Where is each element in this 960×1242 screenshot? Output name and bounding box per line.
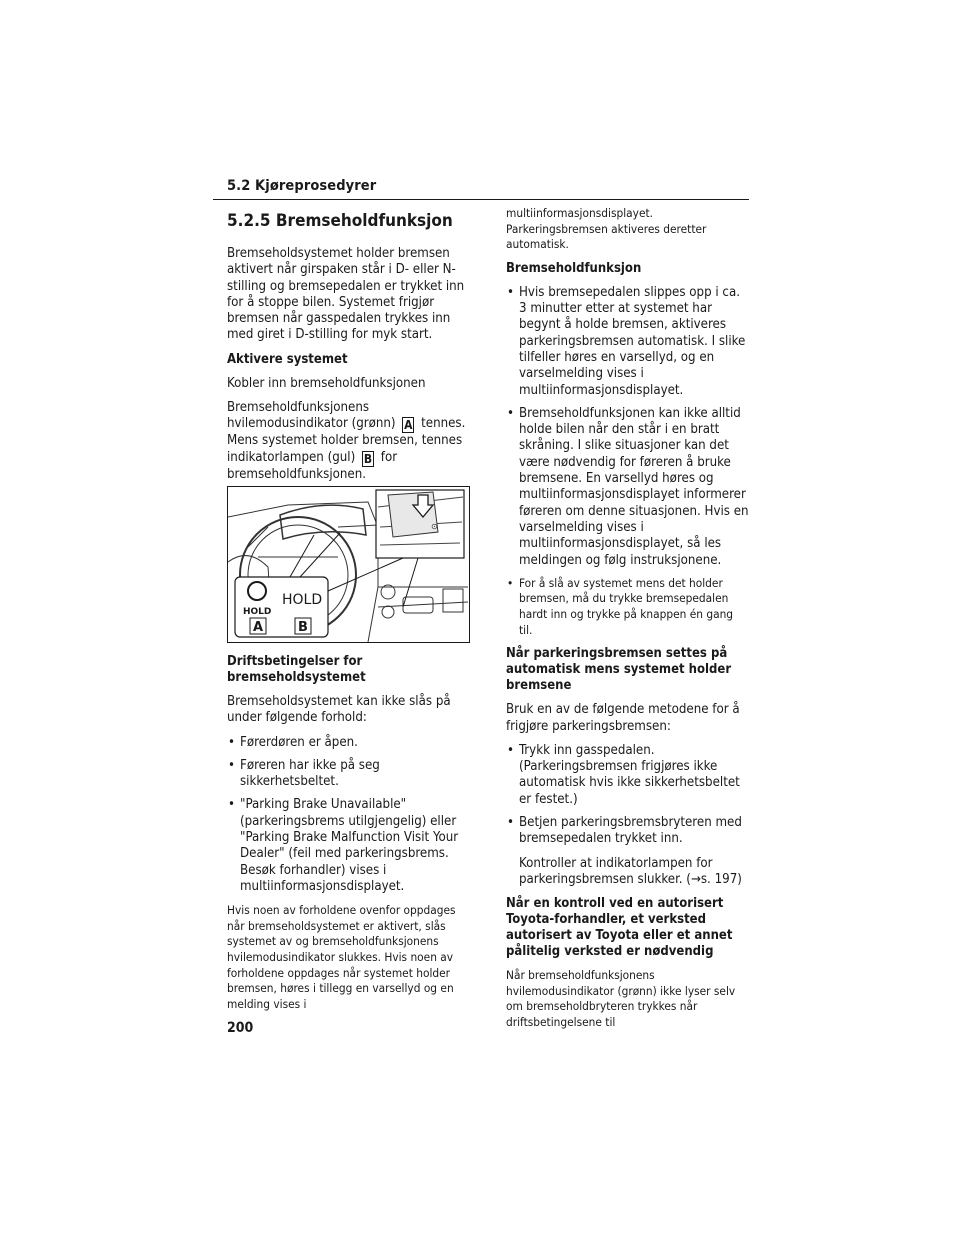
function-heading: Bremseholdfunksjon (506, 260, 642, 276)
figure-label-a: A (253, 620, 264, 635)
activate-heading: Aktivere systemet (227, 351, 348, 367)
page-title: 5.2.5 Bremseholdfunksjon (227, 211, 453, 231)
list-item: • Førerdøren er åpen. (227, 735, 473, 751)
marker-a: A (404, 418, 413, 433)
indicator-text-1: Bremseholdfunksjonens hvilemodusindikator (grønn) (227, 400, 396, 432)
note-paragraph: Hvis noen av forholdene ovenfor oppdages når bremseholdsystemet er aktivert, slås systemet av og bremseholdfunksjonens hvilemodusindikator slukkes. Hvis noen av forholdene oppdages når systemet holder bremsen, høres i tillegg en varsellyd og en melding vises i (227, 903, 456, 1011)
conditions-heading: Driftsbetingelser for bremseholdsystemet (227, 654, 366, 685)
page-number: 200 (227, 1020, 254, 1036)
parking-list (506, 743, 749, 848)
hold-label-small: HOLD (243, 607, 272, 617)
svg-text:⊙: ⊙ (431, 522, 438, 531)
figure-label-b: B (298, 620, 308, 635)
inset-hold-indicator (235, 577, 328, 637)
left-column (227, 206, 473, 491)
conditions-list (227, 735, 473, 896)
list-item: • For å slå av systemet mens det holder bremsen, må du trykke bremsepedalen hardt inn og trykke på knappen én gang til. (506, 576, 749, 638)
section-header: 5.2 Kjøreprosedyrer (227, 178, 377, 194)
parking-intro: Bruk en av de følgende metodene for å frigjøre parkeringsbremsen: (506, 702, 740, 734)
brake-hold-figure (227, 486, 470, 643)
left-column-lower (227, 654, 473, 1020)
indicator-text-2: tennes. Mens systemet holder bremsen, tennes indikatorlampen (gul) (227, 416, 466, 465)
parking-heading: Når parkeringsbremsen settes på automatisk mens systemet holder bremsene (506, 646, 732, 694)
dealer-heading: Når en kontroll ved en autorisert Toyota-forhandler, et verksted autorisert av Toyota eller et annet pålitelig verksted er nødvendig (506, 896, 733, 960)
activate-text: Kobler inn bremseholdfunksjonen (227, 375, 426, 391)
parking-check-text: Kontroller at indikatorlampen for parkeringsbremsen slukker. (→s. 197) (519, 855, 742, 887)
note-continuation: multiinformasjonsdisplayet. Parkeringsbremsen aktiveres deretter automatisk. (506, 206, 707, 252)
dashboard-illustration (228, 487, 469, 642)
list-item: • Betjen parkeringsbremsbryteren med bremsepedalen trykket inn. (506, 815, 749, 848)
indicator-paragraph (227, 400, 473, 483)
indicator-text-3: for bremseholdfunksjonen. (227, 449, 398, 482)
hold-label-large: HOLD (282, 592, 323, 608)
list-item: • Føreren har ikke på seg sikkerhetsbeltet. (227, 758, 473, 791)
list-item: • "Parking Brake Unavailable" (parkeringsbrems utilgjengelig) eller "Parking Brake Malfunction Visit Your Dealer" (feil med parkeringsbrems. Besøk forhandler) vises i multiinformasjonsdisplayet. (227, 797, 473, 895)
marker-b: B (363, 451, 373, 466)
inset-hold-switch (376, 490, 464, 558)
list-item: • Hvis bremsepedalen slippes opp i ca. 3 minutter etter at systemet har begynt å holde bremsen, aktiveres parkeringsbremsen automatisk. I slike tilfeller høres en varsellyd, og en varselmelding vises i multiinformasjonsdisplayet. (506, 285, 749, 399)
right-column (506, 206, 749, 1039)
header-divider (213, 199, 749, 200)
intro-paragraph: Bremseholdsystemet holder bremsen aktivert når girspaken står i D- eller N-stilling og bremsepedalen er trykket inn for å stoppe bilen. Systemet frigjør bremsen når gasspedalen trykkes inn med giret i D-stilling for myk start. (227, 246, 465, 343)
list-item: • Trykk inn gasspedalen. (Parkeringsbremsen frigjøres ikke automatisk hvis ikke sikkerhetsbeltet er festet.) (506, 743, 749, 808)
list-item: • Bremseholdfunksjonen kan ikke alltid holde bilen når den står i en bratt skråning. I slike situasjoner kan det være nødvendig for føreren å bruke bremsene. En varsellyd høres og multiinformasjonsdisplayet informerer føreren om denne situasjonen. Hvis en varselmelding vises i multiinformasjonsdisplayet, så les meldingen og følg instruksjonene. (506, 406, 749, 569)
dealer-text: Når bremseholdfunksjonens hvilemodusindikator (grønn) ikke lyser selv om bremseholdbryteren trykkes når driftsbetingelsene til (506, 968, 736, 1029)
function-list (506, 285, 749, 638)
conditions-intro: Bremseholdsystemet kan ikke slås på under følgende forhold: (227, 694, 451, 726)
